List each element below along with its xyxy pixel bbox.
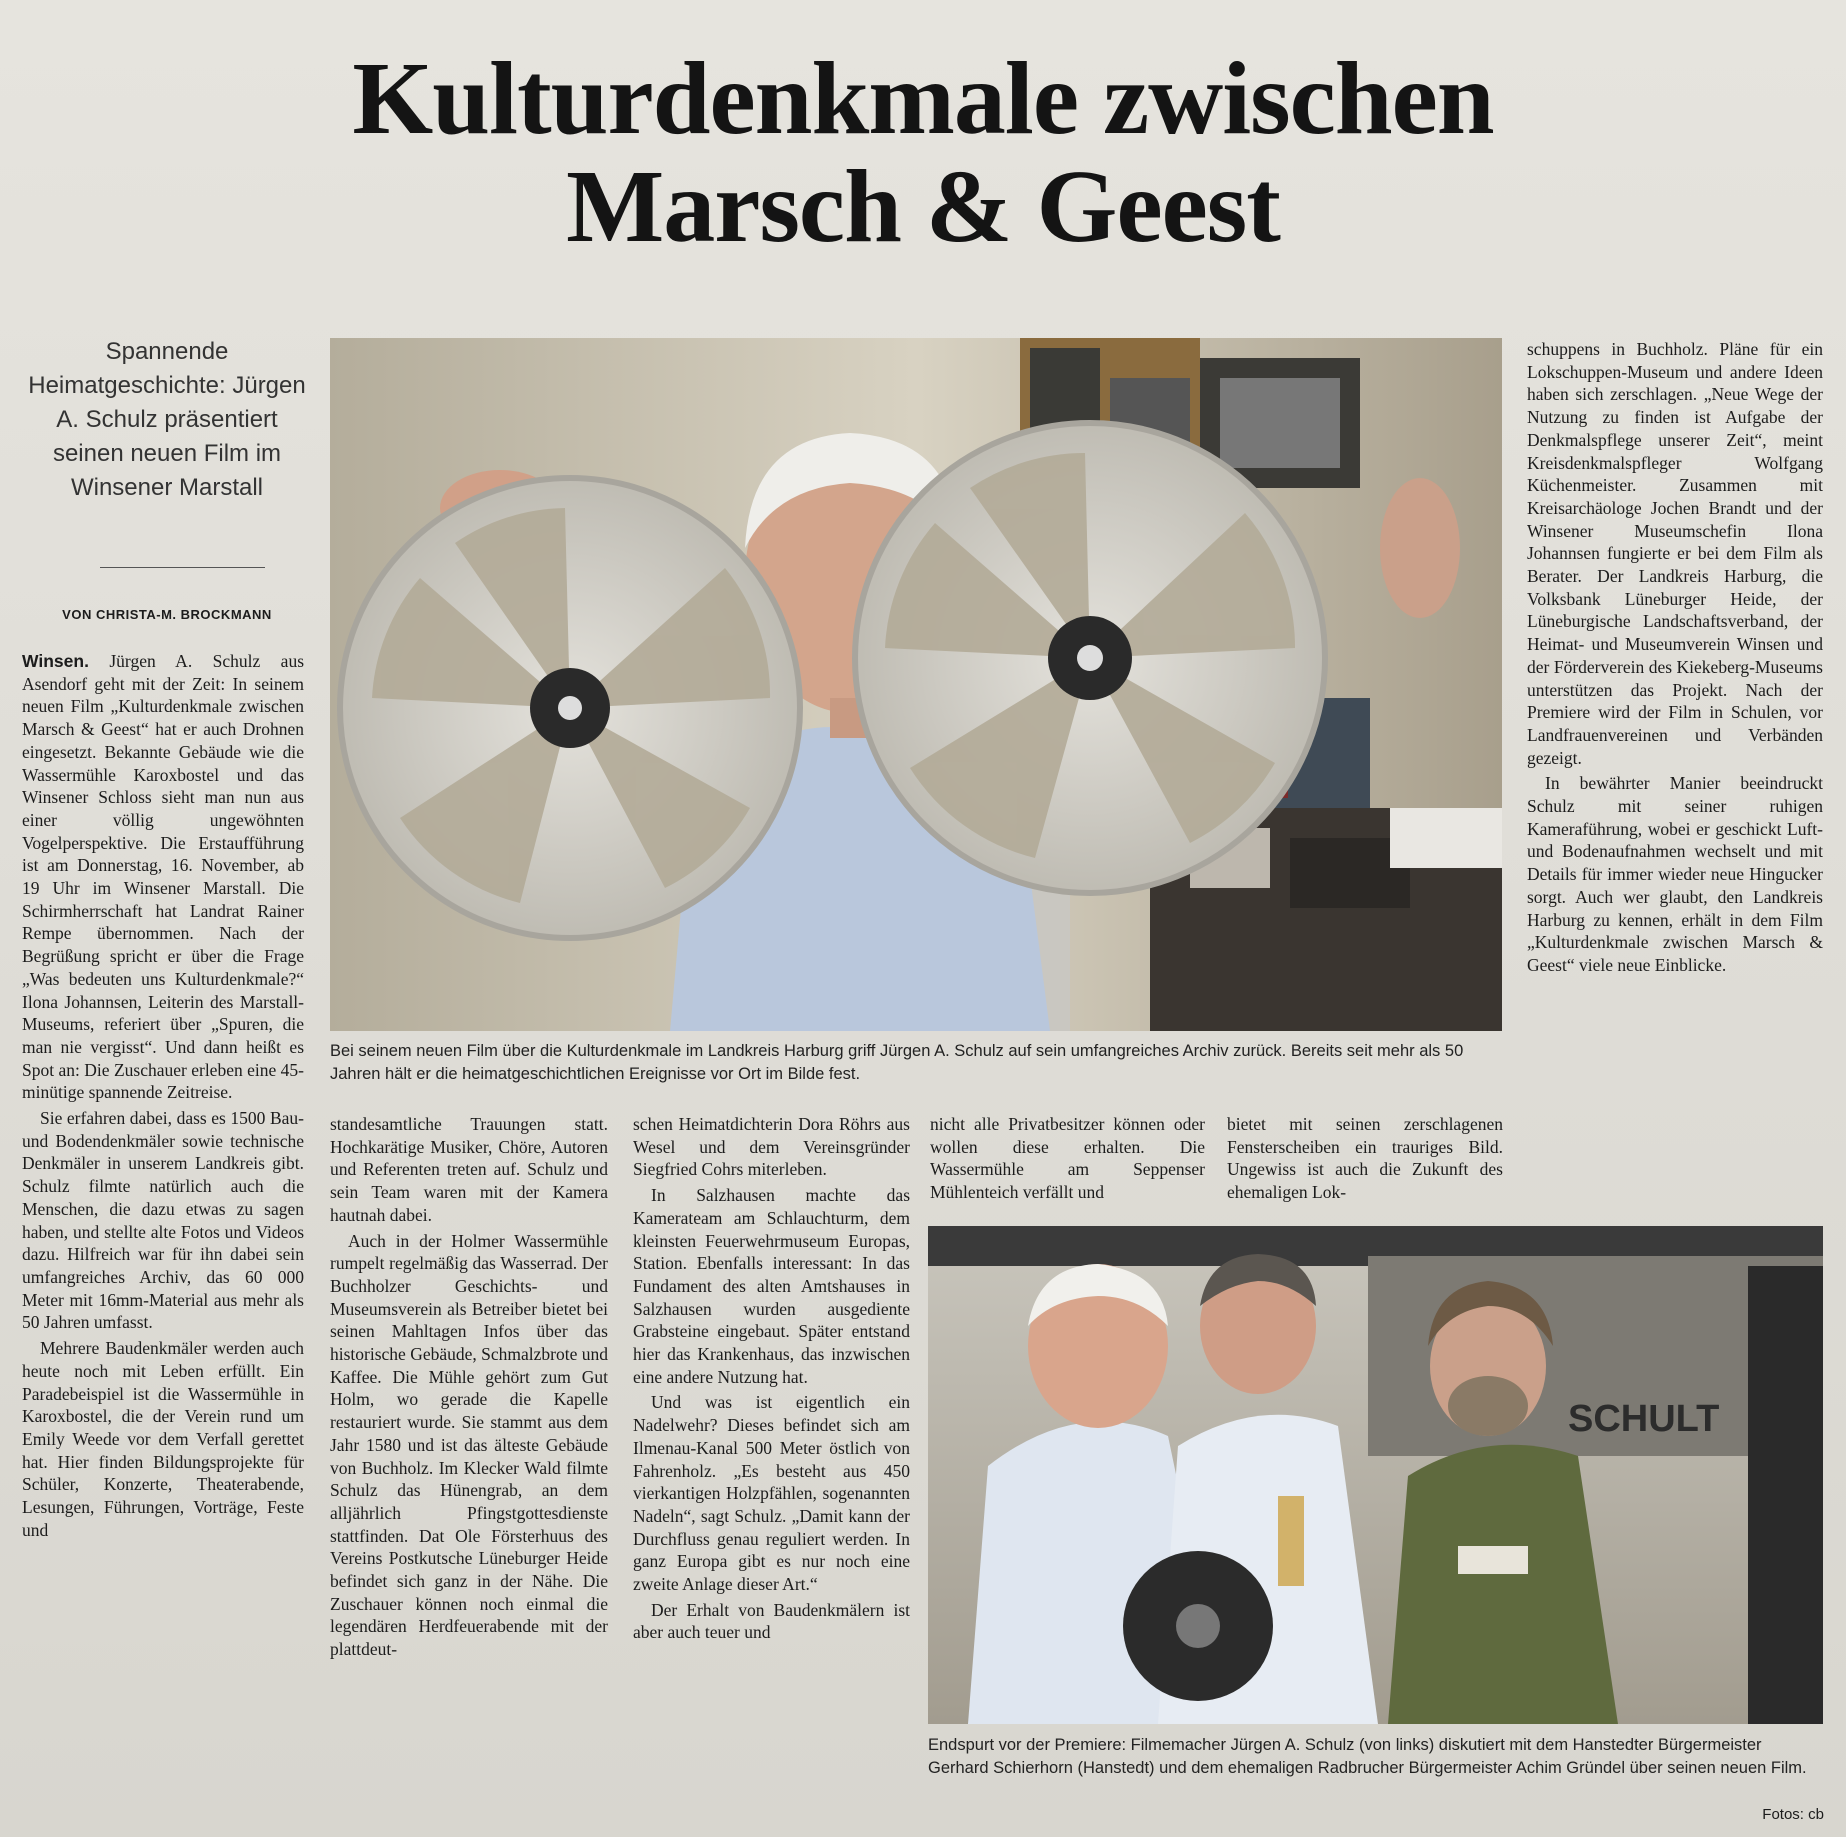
- film-reel-left: [340, 478, 800, 938]
- article-column-6: [1527, 338, 1823, 1208]
- headline-line-2: Marsch & Geest: [566, 149, 1280, 264]
- paragraph: [22, 650, 304, 1104]
- film-reel-right: [855, 423, 1325, 893]
- photo-caption-2: Endspurt vor der Premiere: Filmemacher Jürgen A. Schulz (von links) diskutiert mit dem Hanstedter Bürgermeister Gerhard Schierhorn (Hanstedt) und dem ehemaligen Radbrucher Bürgermeister Achim Gründel über seinen neuen Film.: [928, 1736, 1807, 1777]
- banner-text: SCHULT: [1568, 1398, 1720, 1440]
- paragraph: Mehrere Baudenkmäler werden auch heute noch mit Leben erfüllt. Ein Paradebeispiel ist die Wassermühle in Karoxbostel, die der Verein rund um Emily Weede vor dem Verfall gerettet hat. Hier finden Bildungsprojekte für Schüler, Konzerte, Theaterabende, Lesungen, Führungen, Vorträge, Feste und: [22, 1338, 304, 1540]
- paragraph: schuppens in Buchholz. Pläne für ein Lokschuppen-Museum und andere Ideen haben sich zerschlagen. „Neue Wege der Nutzung zu finden ist Aufgabe der Denkmalspflege unserer Zeit“, meint Kreisdenkmalspfleger Wolfgang Küchenmeister. Zusammen mit Kreisarchäologe Jochen Brandt und der Winsener Museumschefin Ilona Johannsen fungierte er bei dem Film als Berater. Der Landkreis Harburg, die Volksbank Lüneburger Heide, der Lüneburgische Landschaftsverband, der Heimat- und Museumverein Winsen und der Förderverein des Kiekeberg-Museums unterstützen das Projekt. Nach der Premiere wird der Film in Schulen, vor Landfrauenvereinen und Verbänden gezeigt.: [1527, 339, 1823, 768]
- paragraph: standesamtliche Trauungen statt. Hochkarätige Musiker, Chöre, Autoren und Referenten treten auf. Schulz und sein Team waren mit der Kamera hautnah dabei.: [330, 1114, 608, 1225]
- headline-line-1: Kulturdenkmale zwischen: [352, 41, 1494, 156]
- dateline: Winsen.: [22, 651, 89, 671]
- headline: [0, 41, 1846, 264]
- byline: VON CHRISTA-M. BROCKMANN: [62, 607, 272, 622]
- photo-film-reels-illustration: [330, 338, 1502, 1031]
- photo-credit: Fotos: cb: [1762, 1806, 1824, 1823]
- article-column-3: [633, 1113, 910, 1823]
- paragraph: schen Heimatdichterin Dora Röhrs aus Wesel und dem Vereinsgründer Siegfried Cohrs miterleben.: [633, 1114, 910, 1180]
- paragraph: Sie erfahren dabei, dass es 1500 Bau- und Bodendenkmäler sowie technische Denkmäler in unserem Landkreis gibt. Schulz filmte natürlich auch die Menschen, die dazu etwas zu sagen haben, und stellte alte Fotos und Videos dazu. Hilfreich war für ihn dabei sein umfangreiches Archiv, das 60 000 Meter mit 16mm-Material aus mehr als 50 Jahren umfasst.: [22, 1108, 304, 1333]
- article-column-2: [330, 1113, 608, 1823]
- photo-three-men: [928, 1226, 1823, 1724]
- paragraph: In bewährter Manier beeindruckt Schulz mit seiner ruhigen Kameraführung, wobei er geschickt Luft- und Bodenaufnahmen wechselt und mit Details für immer wieder neue Hingucker sorgt. Auch wer glaubt, den Landkreis Harburg zu kennen, erhält in dem Film „Kulturdenkmale zwischen Marsch & Geest“ viele neue Einblicke.: [1527, 773, 1823, 975]
- photo-film-reels: [330, 338, 1502, 1031]
- paragraph: Und was ist eigentlich ein Nadelwehr? Dieses befindet sich am Ilmenau-Kanal 500 Meter östlich von Fahrenholz. „Es besteht aus 450 vierkantigen Holzpfählen, sogenannten Nadeln“, sagt Schulz. „Damit kann der Durchfluss genau reguliert werden. In ganz Europa gibt es nur noch eine zweite Anlage dieser Art.“: [633, 1392, 910, 1595]
- photo-caption-1: Bei seinem neuen Film über die Kulturdenkmale im Landkreis Harburg griff Jürgen A. Schulz auf sein umfangreiches Archiv zurück. Bereits seit mehr als 50 Jahren hält er die heimatgeschichtlichen Ereignisse vor Ort im Bilde fest.: [330, 1042, 1464, 1083]
- paragraph: Der Erhalt von Baudenkmälern ist aber auch teuer und: [633, 1599, 910, 1643]
- photo-three-men-illustration: [928, 1226, 1823, 1724]
- paragraph-text: Jürgen A. Schulz aus Asendorf geht mit der Zeit: In seinem neuen Film „Kulturdenkmale zwischen Marsch & Geest“ hat er auch Drohnen eingesetzt. Bekannte Gebäude wie die Wassermühle Karoxbostel und das Winsener Schloss sieht man nun aus einer völlig ungewöhnten Vogelperspektive. Die Erstaufführung ist am Donnerstag, 16. November, ab 19 Uhr im Winsener Marstall. Die Schirmherrschaft hat Landrat Rainer Rempe übernommen. Nach der Begrüßung spricht er über die Frage „Was bedeuten uns Kulturdenkmale?“ Ilona Johannsen, Leiterin des Marstall-Museums, referiert über „Spuren, die man nie vergisst“. Und dann heißt es Spot an: Die Zuschauer erleben eine 45-minütige spannende Zeitreise.: [22, 651, 304, 1103]
- article-column-5: [1227, 1113, 1503, 1208]
- article-column-4: [930, 1113, 1205, 1208]
- divider: [100, 567, 265, 568]
- article-column-1: [22, 650, 304, 1820]
- paragraph: bietet mit seinen zerschlagenen Fensterscheiben ein trauriges Bild. Ungewiss ist auch die Zukunft des ehemaligen Lok-: [1227, 1114, 1503, 1203]
- paragraph: nicht alle Privatbesitzer können oder wollen diese erhalten. Die Wassermühle am Seppenser Mühlenteich verfällt und: [930, 1114, 1205, 1203]
- paragraph: Auch in der Holmer Wassermühle rumpelt regelmäßig das Wasserrad. Der Buchholzer Geschichts- und Museumsverein als Betreiber bietet bei seinen Mahltagen Infos über das historische Gebäude, Schmalzbrote und Kaffee. Die Mühle gehört zum Gut Holm, wo gerade die Kapelle restauriert wurde. Sie stammt aus dem Jahr 1580 und ist das älteste Gebäude von Buchholz. Im Klecker Wald filmte Schulz das Hünengrab, an dem alljährlich Pfingstgottesdienste stattfinden. Dat Ole Försterhuus des Vereins Postkutsche Lüneburger Heide befindet sich ganz in der Nähe. Die Zuschauer können noch einmal die legendären Herdfeuerabende mit der plattdeut-: [330, 1230, 608, 1660]
- paragraph: In Salzhausen machte das Kamerateam am Schlauchturm, dem kleinsten Feuerwehrmuseum Europas, Station. Ebenfalls interessant: In das Fundament des alten Amtshauses in Salzhausen wurden ausgediente Grabsteine eingebaut. Später entstand hier das Krankenhaus, das inzwischen eine andere Nutzung hat.: [633, 1185, 910, 1387]
- subheadline: Spannende Heimatgeschichte: Jürgen A. Schulz präsentiert seinen neuen Film im Winsener Marstall: [28, 338, 306, 501]
